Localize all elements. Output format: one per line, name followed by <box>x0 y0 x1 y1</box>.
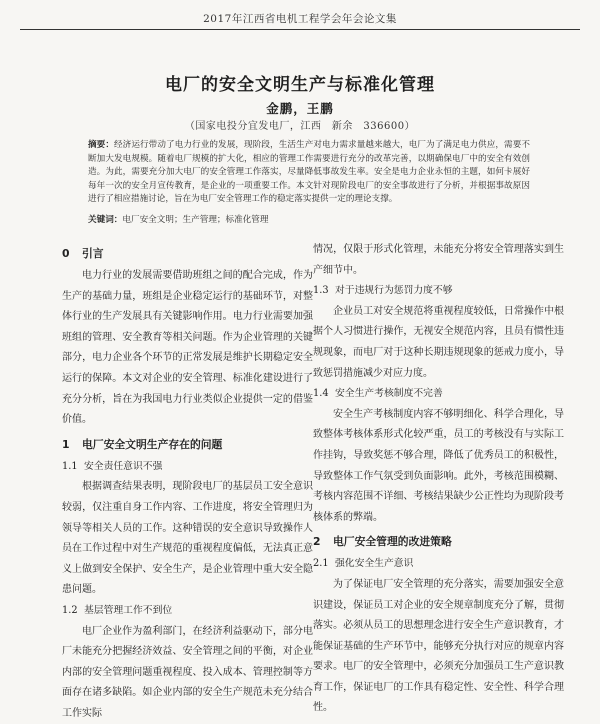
section-heading-1: 1 电厂安全文明生产存在的问题 <box>62 435 313 455</box>
paper-authors: 金鹏，王鹏 <box>0 99 600 117</box>
abstract-label: 摘要： <box>88 140 114 150</box>
paragraph-continued: 情况，仅限于形式化管理，未能充分将安全管理落实到生产细节中。 <box>313 240 564 281</box>
abstract <box>88 139 530 207</box>
running-header: 2017年江西省电机工程学会年会论文集 <box>20 10 580 30</box>
right-column <box>313 240 564 719</box>
subsection-heading-1-4: 1.4 安全生产考核制度不完善 <box>313 384 564 405</box>
paragraph-1-1: 根据调查结果表明，现阶段电厂的基层员工安全意识较弱，仅注重自身工作内容、工作进度，将安全管理归为领导等相关人员的工作。这种错误的安全意识导致操作人员在工作过程中对生产规范的重视程度偏低，无法真正意义上做到安全保护、安全生产，是企业管理中重大安全隐患问题。 <box>62 477 313 601</box>
subsection-heading-1-2: 1.2 基层管理工作不到位 <box>62 601 313 622</box>
paper-affiliation: （国家电投分宜发电厂，江西 新余 336600） <box>0 117 600 132</box>
abstract-text: 经济运行带动了电力行业的发展，现阶段，生活生产对电力需求量越来越大，电厂为了满足电力供应，需要不断加大发电规模。随着电厂规模的扩大化，相应的管理工作需要进行充分的改革完善，以期确保电厂中的安全有效创造。为此，需要充分加大电厂的安全管理工作落实，尽量降低事故发生率。安全是电力企业永恒的主题，如何卡展好每年一次的安全月宣传教育，是企业的一项重要工作。本文针对现阶段电厂的安全事故进行了分析，并根据事故原因进行了相应措施讨论，旨在为电厂安全管理工作的稳定落实提供一定的理论支撑。 <box>88 140 530 204</box>
section-heading-2: 2 电厂安全管理的改进策略 <box>313 532 564 552</box>
section-heading-0: 0 引言 <box>62 244 313 264</box>
paragraph-intro: 电力行业的发展需要借助班组之间的配合完成，作为生产的基础力量，班组是企业稳定运行的基础环节，对整体行业的生产发展具有关键影响作用。电力行业需要加强班组的管理、安全教育等相关问题。作为企业管理的关键部分，电力企业各个环节的正常发展是维护长期稳定安全运行的保障。本文对企业的安全管理、标准化建设进行了充分分析，旨在为我国电力行业类似企业提供一定的借鉴价值。 <box>62 266 313 431</box>
subsection-heading-2-1: 2.1 强化安全生产意识 <box>313 554 564 575</box>
paper-title: 电厂的安全文明生产与标准化管理 <box>0 70 600 95</box>
keywords-text: 电厂安全文明；生产管理；标准化管理 <box>122 215 268 225</box>
keywords-label: 关键词： <box>88 215 122 225</box>
subsection-heading-1-3: 1.3 对于违规行为惩罚力度不够 <box>313 281 564 302</box>
paragraph-1-4: 安全生产考核制度内容不够明细化、科学合理化，导致整体考核体系形式化较严重，员工的考核没有与实际工作挂钩，导致奖惩不够合理，降低了优秀员工的积极性，导致整体工作气氛受到负面影响。此外，考核范围模糊、考核内容范围不详细、考核结果缺少公正性均为现阶段考核体系的弊端。 <box>313 405 564 529</box>
paragraph-2-1: 为了保证电厂安全管理的充分落实，需要加强安全意识建设，保证员工对企业的安全规章制度充分了解，贯彻落实。必须从员工的思想理念进行安全生产意识教育，才能保证基础的生产环节中，能够充分执行对应的规章内容要求。电厂的安全管理中，必须充分加强员工生产意识教育工作，保证电厂的工作具有稳定性、安全性、科学合理性。 <box>313 575 564 719</box>
paragraph-1-2: 电厂企业作为盈利部门，在经济利益驱动下，部分电厂未能充分把握经济效益、安全管理之间的平衡，对企业内部的安全管理问题重视程度、投入成本、管理控制等方面存在诸多缺陷。如企业内部的安全生产规范未充分结合工作实际 <box>62 622 313 724</box>
left-column <box>62 240 313 724</box>
subsection-heading-1-1: 1.1 安全责任意识不强 <box>62 457 313 478</box>
keywords <box>88 214 530 227</box>
paragraph-1-3: 企业员工对安全规范将重视程度较低，日常操作中根据个人习惯进行操作，无视安全规范内容，且员有惯性违规现象，而电厂对于这种长期违规现象的惩戒力度小，导致惩罚措施减少对应力度。 <box>313 302 564 384</box>
